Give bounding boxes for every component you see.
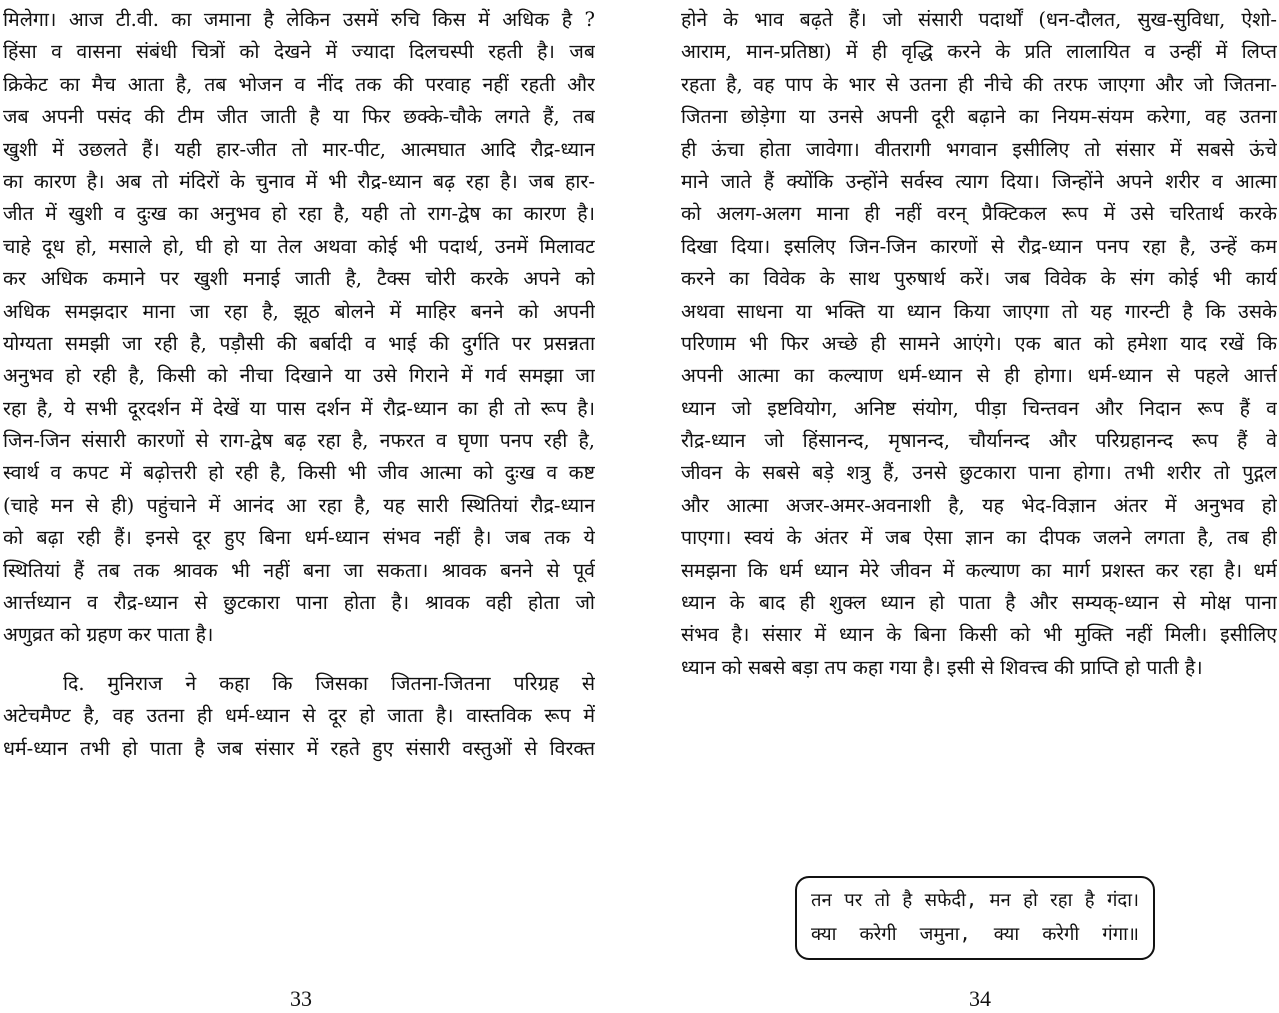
text-line: धर्म-ध्यान तभी हो पाता है जब संसार में रहते हुए संसारी वस्तुओं से विरक्त	[3, 736, 595, 760]
text-line: ध्यान को सबसे बड़ा तप कहा गया है। इसी से शिवत्त्व की प्राप्ति हो पाती है।	[681, 655, 1203, 679]
text-line: हिंसा व वासना संबंधी चित्रों को देखने में ज्यादा दिलचस्पी रहती है। जब	[3, 40, 595, 64]
text-line: रहता है, वह पाप के भार से उतना ही नीचे की तरफ जाएगा और जो जितना-	[681, 72, 1277, 96]
text-line: कर अधिक कमाने पर खुशी मनाई जाती है, टैक्स चोरी करके अपने को	[3, 267, 595, 291]
text-line: जिन-जिन संसारी कारणों से राग-द्वेष बढ़ रहा है, नफरत व घृणा पनप रही है,	[3, 429, 595, 453]
text-line: योग्यता समझी जा रही है, पड़ौसी की बर्बादी व भाई की दुर्गति पर प्रसन्नता	[3, 331, 595, 355]
quote-line: क्या करेगी जमुना, क्या करेगी गंगा॥	[811, 924, 1139, 945]
right-page	[681, 0, 1277, 1013]
text-line: जब अपनी पसंद की टीम जीत जाती है या फिर छक्के-चौके लगते हैं, तब	[3, 105, 595, 129]
text-line: स्वार्थ व कपट में बढ़ोत्तरी हो रही है, किसी भी जीव आत्मा को दुःख व कष्ट	[3, 461, 595, 485]
text-line: करने का विवेक के साथ पुरुषार्थ करें। जब विवेक के संग कोई भी कार्य	[681, 267, 1277, 291]
text-line: दिखा दिया। इसलिए जिन-जिन कारणों से रौद्र-ध्यान पनप रहा है, उन्हें कम	[681, 234, 1277, 258]
text-line: दि. मुनिराज ने कहा कि जिसका जितना-जितना परिग्रह से	[63, 671, 595, 695]
text-line: पाएगा। स्वयं के अंतर में जब ऐसा ज्ञान का दीपक जलने लगता है, तब ही	[681, 526, 1277, 550]
text-line: (चाहे मन से ही) पहुंचाने में आनंद आ रहा है, यह सारी स्थितियां रौद्र-ध्यान	[3, 493, 595, 517]
text-line: ही ऊंचा होता जावेगा। वीतरागी भगवान इसीलिए तो संसार में सबसे ऊंचे	[681, 137, 1277, 161]
text-line: होने के भाव बढ़ते हैं। जो संसारी पदार्थों (धन-दौलत, सुख-सुविधा, ऐशो-	[681, 8, 1277, 31]
text-line: अणुव्रत को ग्रहण कर पाता है।	[3, 623, 214, 647]
text-line: जीवन के सबसे बड़े शत्रु हैं, उनसे छुटकारा पाना होगा। तभी शरीर तो पुद्गल	[681, 461, 1277, 485]
text-line: अटेचमैण्ट है, वह उतना ही धर्म-ध्यान से दूर हो जाता है। वास्तविक रूप में	[3, 704, 595, 728]
text-line: खुशी में उछलते हैं। यही हार-जीत तो मार-पीट, आत्मघात आदि रौद्र-ध्यान	[3, 137, 595, 161]
text-line: रौद्र-ध्यान जो हिंसानन्द, मृषानन्द, चौर्यानन्द और परिग्रहानन्द रूप हैं वे	[681, 429, 1277, 453]
text-line: ध्यान के बाद ही शुक्ल ध्यान हो पाता है और सम्यक्-ध्यान से मोक्ष पाना	[681, 591, 1277, 615]
text-line: समझना कि धर्म ध्यान मेरे जीवन में कल्याण का मार्ग प्रशस्त कर रहा है। धर्म	[681, 558, 1277, 582]
text-line: संभव है। संसार में ध्यान के बिना किसी को भी मुक्ति नहीं मिली। इसीलिए	[681, 623, 1277, 647]
page-number-left: 33	[290, 986, 312, 1011]
left-page-text	[3, 4, 595, 765]
text-line: अनुभव हो रही है, किसी को नीचा दिखाने या उसे गिराने में गर्व समझा जा	[3, 364, 595, 388]
text-line: मिलेगा। आज टी.वी. का जमाना है लेकिन उसमें रुचि किस में अधिक है ?	[3, 8, 595, 31]
text-line: आर्त्तध्यान व रौद्र-ध्यान से छुटकारा पाना होता है। श्रावक वही होता जो	[3, 591, 595, 615]
right-page-text	[681, 4, 1277, 684]
quote-line: तन पर तो है सफेदी, मन हो रहा है गंदा।	[811, 890, 1139, 911]
text-line: को बढ़ा रही हैं। इनसे दूर हुए बिना धर्म-ध्यान संभव नहीं है। जब तक ये	[3, 526, 595, 550]
paragraph-gap	[3, 652, 595, 668]
text-line: चाहे दूध हो, मसाले हो, घी हो या तेल अथवा कोई भी पदार्थ, उनमें मिलावट	[3, 234, 595, 258]
text-line: और आत्मा अजर-अमर-अवनाशी है, यह भेद-विज्ञान अंतर में अनुभव हो	[681, 493, 1277, 517]
text-line: माने जाते हैं क्योंकि उन्होंने सर्वस्व त्याग दिया। जिन्होंने अपने शरीर व आत्मा	[681, 169, 1277, 193]
text-line: का कारण है। अब तो मंदिरों के चुनाव में भी रौद्र-ध्यान बढ़ रहा है। जब हार-	[3, 169, 595, 193]
text-line: आराम, मान-प्रतिष्ठा) में ही वृद्धि करने के प्रति लालायित व उन्हीं में लिप्त	[681, 40, 1277, 64]
text-line: को अलग-अलग माना ही नहीं वरन् प्रैक्टिकल रूप में उसे चरितार्थ करके	[681, 202, 1277, 226]
quote-box	[795, 876, 1155, 960]
left-page	[0, 0, 600, 1013]
text-line: अपनी आत्मा का कल्याण धर्म-ध्यान से ही होगा। धर्म-ध्यान से पहले आर्त्त	[681, 364, 1277, 388]
text-line: ध्यान जो इष्टवियोग, अनिष्ट संयोग, पीड़ा चिन्तवन और निदान रूप हैं व	[681, 396, 1277, 420]
text-line: अथवा साधना या भक्ति या ध्यान किया जाएगा तो यह गारन्टी है कि उसके	[681, 299, 1277, 323]
text-line: स्थितियां हैं तब तक श्रावक भी नहीं बना जा सकता। श्रावक बनने से पूर्व	[3, 558, 595, 582]
text-line: क्रिकेट का मैच आता है, तब भोजन व नींद तक की परवाह नहीं रहती और	[3, 72, 595, 96]
text-line: अधिक समझदार माना जा रहा है, झूठ बोलने में माहिर बनने को अपनी	[3, 299, 595, 323]
text-line: जितना छोड़ेगा या उनसे अपनी दूरी बढ़ाने का नियम-संयम करेगा, वह उतना	[681, 105, 1277, 129]
text-line: जीत में खुशी व दुःख का अनुभव हो रहा है, यही तो राग-द्वेष का कारण है।	[3, 202, 595, 226]
text-line: परिणाम भी फिर अच्छे ही सामने आएंगे। एक बात को हमेशा याद रखें कि	[681, 331, 1277, 355]
text-line: रहा है, ये सभी दूरदर्शन में देखें या पास दर्शन में रौद्र-ध्यान का ही तो रूप है।	[3, 396, 595, 420]
page-number-right: 34	[969, 986, 991, 1011]
